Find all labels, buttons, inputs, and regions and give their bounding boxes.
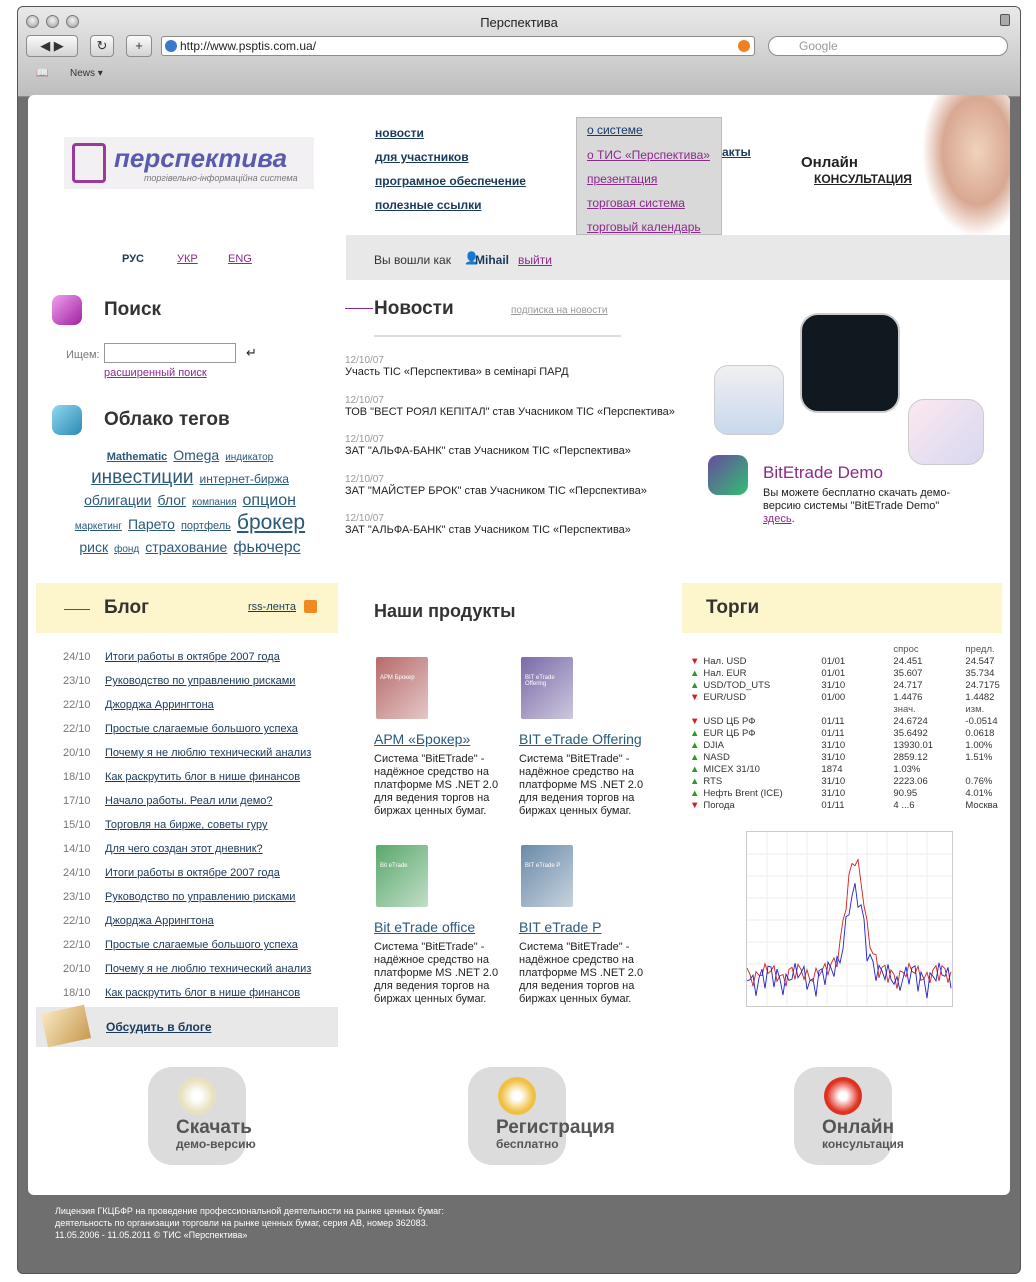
rss-icon[interactable] bbox=[304, 600, 317, 613]
table-row bbox=[688, 667, 1002, 679]
ticker-date: 01/01 bbox=[821, 667, 846, 679]
blog-link[interactable]: Почему я не люблю технический анализ bbox=[105, 747, 312, 759]
ticker-value-1: 2859.12 bbox=[893, 751, 928, 763]
blog-date: 18/10 bbox=[63, 771, 91, 783]
blog-date: 15/10 bbox=[63, 819, 91, 831]
window-title: Перспектива bbox=[480, 15, 558, 30]
blog-link[interactable]: Простые слагаемые большого успеха bbox=[105, 939, 298, 951]
ticker-date: 31/10 bbox=[821, 679, 846, 691]
lang-ru[interactable]: РУС bbox=[122, 253, 144, 265]
ticker-value-2 bbox=[963, 763, 1001, 775]
demo-download-link[interactable]: здесь bbox=[763, 513, 792, 525]
blog-row[interactable] bbox=[63, 843, 263, 855]
arrow-up-icon: ▲ bbox=[690, 751, 700, 763]
product-box-icon[interactable] bbox=[521, 657, 573, 719]
blog-date: 24/10 bbox=[63, 867, 91, 879]
tag[interactable]: интернет-биржа bbox=[199, 472, 289, 486]
product-description: Система "BitETrade" - надёжное средство на платформе MS .NET 2.0 для ведения торгов на биржах ценных бумаг. bbox=[519, 753, 644, 817]
search-orb-icon bbox=[52, 295, 82, 325]
tags-orb-icon bbox=[52, 405, 82, 435]
ticker-value-2: Москва bbox=[965, 799, 998, 811]
ticker-name: Нал. EUR bbox=[703, 667, 747, 679]
footer-line: деятельность по организации торговли на рынке ценных бумаг, серия АВ, номер 362083. bbox=[55, 1218, 429, 1228]
lang-ua[interactable]: УКР bbox=[177, 253, 198, 265]
table-header-row bbox=[688, 703, 1002, 715]
notepad-icon bbox=[41, 1005, 91, 1047]
blog-row[interactable] bbox=[63, 723, 298, 735]
demo-screenshot-1 bbox=[714, 365, 784, 435]
news-item[interactable]: 12/10/07 Участь ТІС «Перспектива» в семінарі ПАРД bbox=[345, 355, 569, 378]
dropdown-head[interactable]: о системе bbox=[577, 118, 653, 144]
table-header-cell: предл. bbox=[965, 643, 995, 655]
online-consult-link[interactable] bbox=[801, 155, 912, 187]
ticker-date: 01/11 bbox=[821, 727, 845, 739]
product-box-icon[interactable] bbox=[521, 845, 573, 907]
table-row bbox=[688, 787, 1002, 799]
blog-date: 24/10 bbox=[63, 651, 91, 663]
blog-date: 22/10 bbox=[63, 939, 91, 951]
title-bar bbox=[18, 7, 1020, 97]
ticker-value-1: 24.6724 bbox=[893, 715, 928, 727]
nav-news[interactable]: новости bbox=[375, 126, 424, 140]
blog-date: 23/10 bbox=[63, 891, 91, 903]
disc-icon bbox=[178, 1077, 216, 1115]
tag[interactable]: компания bbox=[192, 497, 237, 508]
dropdown-item-presentation[interactable]: презентация bbox=[587, 172, 658, 186]
lang-en[interactable]: ENG bbox=[228, 253, 252, 265]
arrow-down-icon: ▼ bbox=[690, 715, 700, 727]
blog-date: 23/10 bbox=[63, 675, 91, 687]
ticker-value-2: 35.734 bbox=[965, 667, 995, 679]
consultant-photo bbox=[923, 95, 1010, 235]
ticker-value-2: 24.547 bbox=[965, 655, 995, 667]
dropdown-item-calendar[interactable]: торговый календарь bbox=[587, 220, 701, 234]
bookmarks-icon[interactable]: 📖 bbox=[36, 68, 49, 79]
tag[interactable]: инвестиции bbox=[91, 467, 194, 488]
product-box-icon[interactable] bbox=[376, 657, 428, 719]
back-forward-button[interactable]: ◀ ▶ bbox=[26, 35, 78, 57]
ticker-value-2: 0.76% bbox=[965, 775, 993, 787]
rss-icon[interactable] bbox=[738, 40, 750, 52]
ticker-name: Нал. USD bbox=[703, 655, 747, 667]
market-chart bbox=[746, 831, 953, 1007]
search-placeholder: Google bbox=[799, 39, 838, 53]
tags-title: Облако тегов bbox=[104, 409, 230, 430]
nav-contacts[interactable]: акты bbox=[722, 145, 751, 159]
table-row bbox=[688, 799, 1002, 811]
blog-row[interactable] bbox=[63, 987, 300, 999]
user-icon: 👤 bbox=[464, 251, 479, 265]
table-header-cell bbox=[688, 703, 701, 715]
blog-date: 20/10 bbox=[63, 963, 91, 975]
arrow-up-icon: ▲ bbox=[690, 679, 700, 691]
table-header-cell bbox=[701, 643, 819, 655]
search-label: Ищем: bbox=[66, 349, 100, 361]
product-title-link[interactable]: Bit eTrade office bbox=[374, 919, 476, 935]
blog-link[interactable]: Итоги работы в октябре 2007 года bbox=[105, 651, 280, 663]
demo-text: Вы можете бесплатно скачать демо-версию системы "BitETrade Demo" здесь. bbox=[763, 487, 951, 525]
consult-line2: КОНСУЛЬТАЦИЯ bbox=[814, 172, 912, 186]
news-item[interactable]: 12/10/07 ЗАТ "АЛЬФА-БАНК" став Учасником ТІС «Перспектива» bbox=[345, 434, 631, 457]
table-header-row bbox=[688, 643, 1002, 655]
product-description: Система "BitETrade" - надёжное средство на платформе MS .NET 2.0 для ведения торгов на биржах ценных бумаг. bbox=[374, 753, 499, 817]
tag[interactable]: фьючерс bbox=[233, 539, 301, 556]
button-label: Скачать bbox=[176, 1117, 252, 1138]
blog-row[interactable] bbox=[63, 939, 298, 951]
blog-row[interactable] bbox=[63, 795, 273, 807]
ticker-date: 01/11 bbox=[821, 799, 845, 811]
online-consult-button[interactable] bbox=[794, 1067, 904, 1165]
ticker-value-2: 4.01% bbox=[965, 787, 993, 799]
enter-icon[interactable]: ↵ bbox=[246, 345, 257, 360]
ticker-value-1: 2223.06 bbox=[893, 775, 928, 787]
table-header-cell bbox=[701, 703, 819, 715]
blog-link[interactable]: Джорджа Аррингтона bbox=[105, 699, 214, 711]
ticker-date: 01/00 bbox=[821, 691, 846, 703]
blog-discuss-bar bbox=[36, 1007, 338, 1047]
table-header-cell bbox=[688, 643, 701, 655]
add-bookmark-button[interactable]: + bbox=[126, 35, 152, 57]
table-header-cell: изм. bbox=[965, 703, 985, 715]
ticker-date: 01/01 bbox=[821, 655, 846, 667]
market-table bbox=[688, 643, 1002, 811]
chart-series-line bbox=[747, 860, 951, 989]
login-user: Mihail bbox=[475, 253, 510, 267]
arrow-up-icon: ▲ bbox=[690, 787, 700, 799]
torgi-header bbox=[682, 583, 1002, 633]
demo-icon bbox=[708, 455, 748, 495]
ticker-name: RTS bbox=[703, 775, 723, 787]
logo-mark-icon bbox=[72, 143, 106, 183]
ticker-value-1: 35.6492 bbox=[893, 727, 928, 739]
ticker-value-2: 24.7175 bbox=[965, 679, 1000, 691]
product-title-link[interactable]: АРМ «Брокер» bbox=[374, 731, 471, 747]
table-row bbox=[688, 739, 1002, 751]
button-sublabel: бесплатно bbox=[496, 1137, 559, 1151]
news-divider bbox=[345, 308, 373, 309]
news-item[interactable]: 12/10/07 ЗАТ "МАЙСТЕР БРОК" став Учасником ТІС «Перспектива» bbox=[345, 474, 647, 497]
blog-date: 18/10 bbox=[63, 987, 91, 999]
ticker-value-1: 35.607 bbox=[893, 667, 923, 679]
login-bar bbox=[346, 235, 1010, 280]
footer-line: Лицензия ГКЦБФР на проведение профессиональной деятельности на рынке ценных бумаг: bbox=[55, 1206, 444, 1216]
reload-button[interactable]: ↻ bbox=[90, 35, 114, 57]
pencil-note-icon bbox=[498, 1077, 536, 1115]
register-button[interactable] bbox=[468, 1067, 615, 1165]
blog-link[interactable]: Руководство по управлению рисками bbox=[105, 891, 296, 903]
blog-link[interactable]: Джорджа Аррингтона bbox=[105, 915, 214, 927]
tag[interactable]: индикатор bbox=[225, 452, 274, 463]
logo-tagline: торгівельно-інформаційна система bbox=[144, 173, 298, 183]
product-card bbox=[374, 845, 504, 1006]
product-box-label: АРМ Брокер bbox=[380, 675, 415, 681]
tag[interactable]: портфель bbox=[180, 520, 231, 532]
footer bbox=[55, 1205, 555, 1241]
blog-link[interactable]: Итоги работы в октябре 2007 года bbox=[105, 867, 280, 879]
arrow-down-icon: ▼ bbox=[690, 655, 700, 667]
ticker-date: 31/10 bbox=[821, 775, 846, 787]
blog-divider bbox=[64, 609, 90, 610]
product-box-icon[interactable] bbox=[376, 845, 428, 907]
button-label: Регистрация bbox=[496, 1117, 615, 1138]
ticker-value-2: 0.0618 bbox=[965, 727, 995, 739]
product-card bbox=[519, 845, 649, 1006]
tag[interactable]: облигации bbox=[84, 492, 152, 508]
language-switcher bbox=[28, 235, 346, 277]
ticker-date: 31/10 bbox=[821, 739, 846, 751]
logo-name: перспектива bbox=[114, 143, 288, 173]
products-title: Наши продукты bbox=[374, 601, 516, 621]
demo-screenshot-2 bbox=[800, 313, 900, 413]
blog-rss-link[interactable]: rss-лента bbox=[248, 601, 296, 613]
url-text: http://www.psptis.com.ua/ bbox=[180, 39, 317, 53]
blog-row[interactable] bbox=[63, 915, 214, 927]
ticker-name: EUR ЦБ РФ bbox=[703, 727, 756, 739]
table-row bbox=[688, 679, 1002, 691]
ticker-date: 31/10 bbox=[821, 787, 846, 799]
button-label: Онлайн bbox=[822, 1117, 895, 1138]
ticker-value-1: 1.03% bbox=[893, 763, 921, 775]
blog-date: 17/10 bbox=[63, 795, 91, 807]
ticker-name: EUR/USD bbox=[703, 691, 747, 703]
nav-software[interactable]: програмное обеспечение bbox=[375, 174, 526, 188]
table-row bbox=[688, 655, 1002, 667]
bookmark-news[interactable]: News ▾ bbox=[70, 68, 103, 79]
tag[interactable]: риск bbox=[79, 539, 109, 555]
blog-row[interactable] bbox=[63, 675, 295, 687]
ticker-value-1: 90.95 bbox=[893, 787, 918, 799]
table-row bbox=[688, 715, 1002, 727]
dropdown-item-trading-system[interactable]: торговая система bbox=[587, 196, 685, 210]
bookmarks-bar bbox=[18, 64, 1020, 84]
blog-date: 22/10 bbox=[63, 723, 91, 735]
advanced-search-link[interactable]: расширенный поиск bbox=[104, 367, 207, 379]
product-card bbox=[519, 657, 649, 818]
ticker-value-1: 4 ...6 bbox=[893, 799, 915, 811]
ticker-date: 01/11 bbox=[821, 715, 845, 727]
download-demo-button[interactable] bbox=[148, 1067, 256, 1165]
ticker-name: DJIA bbox=[703, 739, 724, 751]
news-title: Новости bbox=[374, 298, 454, 319]
login-prefix: Вы вошли как bbox=[374, 253, 451, 267]
ticker-value-1: 24.717 bbox=[893, 679, 923, 691]
news-underline bbox=[374, 335, 621, 337]
ticker-date: 1874 bbox=[821, 763, 843, 775]
blog-row[interactable] bbox=[63, 651, 280, 663]
news-item[interactable]: 12/10/07 ЗАТ "АЛЬФА-БАНК" став Учасником ТІС «Перспектива» bbox=[345, 513, 631, 536]
arrow-down-icon: ▼ bbox=[690, 691, 700, 703]
blog-link[interactable]: Как раскрутить блог в нише финансов bbox=[105, 771, 301, 783]
tag[interactable]: Mathematic bbox=[106, 451, 168, 463]
product-box-label: Bit eTrade bbox=[380, 863, 408, 869]
blog-row[interactable] bbox=[63, 819, 268, 831]
lock-icon bbox=[1000, 14, 1010, 26]
blog-date: 20/10 bbox=[63, 747, 91, 759]
blog-date: 22/10 bbox=[63, 915, 91, 927]
lifebuoy-icon bbox=[824, 1077, 862, 1115]
blog-row[interactable] bbox=[63, 867, 280, 879]
arrow-up-icon: ▲ bbox=[690, 775, 700, 787]
ticker-name: USD/TOD_UTS bbox=[703, 679, 771, 691]
address-bar[interactable] bbox=[161, 36, 755, 56]
arrow-up-icon: ▲ bbox=[690, 667, 700, 679]
logo[interactable] bbox=[64, 137, 314, 189]
table-header-cell: знач. bbox=[893, 703, 916, 715]
ticker-name: MICEX 31/10 bbox=[703, 763, 760, 775]
discuss-blog-link[interactable]: Обсудить в блоге bbox=[106, 1020, 212, 1034]
blog-row[interactable] bbox=[63, 771, 300, 783]
about-dropdown bbox=[576, 117, 722, 235]
tag-cloud bbox=[45, 445, 335, 560]
product-box-label: BIT eTrade P bbox=[525, 863, 561, 869]
ticker-name: NASD bbox=[703, 751, 730, 763]
ticker-name: Нефть Brent (ICE) bbox=[703, 787, 783, 799]
browser-window bbox=[17, 6, 1021, 1274]
globe-icon bbox=[165, 40, 177, 52]
blog-link[interactable]: Начало работы. Реал или демо? bbox=[105, 795, 273, 807]
top-nav bbox=[375, 121, 526, 217]
blog-date: 14/10 bbox=[63, 843, 91, 855]
nav-participants[interactable]: для участников bbox=[375, 150, 469, 164]
table-row bbox=[688, 691, 1002, 703]
blog-link[interactable]: Руководство по управлению рисками bbox=[105, 675, 296, 687]
tag[interactable]: фонд bbox=[114, 544, 140, 555]
tag[interactable]: Парето bbox=[127, 516, 175, 532]
blog-header bbox=[36, 583, 338, 633]
table-row bbox=[688, 727, 1002, 739]
ticker-value-1: 24.451 bbox=[893, 655, 923, 667]
table-header-cell bbox=[819, 643, 891, 655]
demo-screenshot-3 bbox=[908, 399, 984, 465]
blog-link[interactable]: Почему я не люблю технический анализ bbox=[105, 963, 312, 975]
tag[interactable]: брокер bbox=[236, 511, 306, 534]
table-header-cell bbox=[819, 703, 891, 715]
news-item[interactable]: 12/10/07 ТОВ "ВЕСТ РОЯЛ КЕПІТАЛ" став Учасником ТІС «Перспектива» bbox=[345, 395, 675, 418]
product-description: Система "BitETrade" - надёжное средство на платформе MS .NET 2.0 для ведения торгов на биржах ценных бумаг. bbox=[374, 941, 499, 1005]
product-title-link[interactable]: BIT eTrade Offering bbox=[519, 731, 642, 747]
arrow-down-icon: ▼ bbox=[690, 799, 700, 811]
table-row bbox=[688, 775, 1002, 787]
table-row bbox=[688, 751, 1002, 763]
arrow-up-icon: ▲ bbox=[690, 763, 700, 775]
arrow-up-icon: ▲ bbox=[690, 739, 700, 751]
tag[interactable]: Omega bbox=[173, 447, 220, 463]
blog-link[interactable]: Для чего создан этот дневник? bbox=[105, 843, 263, 855]
consult-line1: Онлайн bbox=[801, 154, 858, 171]
tag[interactable]: маркетинг bbox=[74, 521, 122, 532]
ticker-value-1: 1.4476 bbox=[893, 691, 923, 703]
product-description: Система "BitETrade" - надёжное средство на платформе MS .NET 2.0 для ведения торгов на биржах ценных бумаг. bbox=[519, 941, 644, 1005]
button-sublabel: демо-версию bbox=[176, 1137, 256, 1151]
arrow-up-icon: ▲ bbox=[690, 727, 700, 739]
blog-title: Блог bbox=[104, 597, 149, 618]
demo-title: BitEtrade Demo bbox=[763, 463, 883, 482]
ticker-name: Погода bbox=[703, 799, 735, 811]
blog-link[interactable]: Торговля на бирже, советы гуру bbox=[105, 819, 268, 831]
blog-row[interactable] bbox=[63, 891, 295, 903]
ticker-value-2: 1.51% bbox=[965, 751, 993, 763]
blog-row[interactable] bbox=[63, 747, 311, 759]
ticker-value-2: 1.4482 bbox=[965, 691, 995, 703]
ticker-date: 31/10 bbox=[821, 751, 846, 763]
google-search-field[interactable] bbox=[768, 36, 1008, 56]
blog-date: 22/10 bbox=[63, 699, 91, 711]
footer-line: 11.05.2006 - 11.05.2011 © ТИС «Перспектива» bbox=[55, 1230, 248, 1240]
ticker-name: USD ЦБ РФ bbox=[703, 715, 756, 727]
ticker-value-2: 1.00% bbox=[965, 739, 993, 751]
search-input[interactable] bbox=[104, 343, 236, 363]
torgi-title: Торги bbox=[706, 597, 760, 618]
product-title-link[interactable]: BIT eTrade P bbox=[519, 919, 602, 935]
product-card bbox=[374, 657, 504, 818]
blog-row[interactable] bbox=[63, 699, 214, 711]
table-header-cell: спрос bbox=[893, 643, 919, 655]
blog-row[interactable] bbox=[63, 963, 311, 975]
product-box-label: BIT eTrade Offering bbox=[525, 675, 555, 687]
blog-link[interactable]: Простые слагаемые большого успеха bbox=[105, 723, 298, 735]
web-page bbox=[28, 95, 1010, 1195]
dropdown-item-about[interactable]: о ТИС «Перспектива» bbox=[587, 148, 710, 162]
ticker-value-2: -0.0514 bbox=[965, 715, 998, 727]
nav-links[interactable]: полезные ссылки bbox=[375, 198, 482, 212]
tag[interactable]: опцион bbox=[242, 492, 296, 509]
news-subscribe-link[interactable]: подписка на новости bbox=[511, 305, 608, 316]
tag[interactable]: блог bbox=[157, 492, 187, 508]
table-row bbox=[688, 763, 1002, 775]
tag[interactable]: страхование bbox=[145, 539, 228, 555]
logout-link[interactable]: выйти bbox=[518, 253, 552, 267]
blog-link[interactable]: Как раскрутить блог в нише финансов bbox=[105, 987, 301, 999]
ticker-value-1: 13930.01 bbox=[893, 739, 934, 751]
button-sublabel: консультация bbox=[822, 1137, 904, 1151]
search-title: Поиск bbox=[104, 299, 162, 320]
